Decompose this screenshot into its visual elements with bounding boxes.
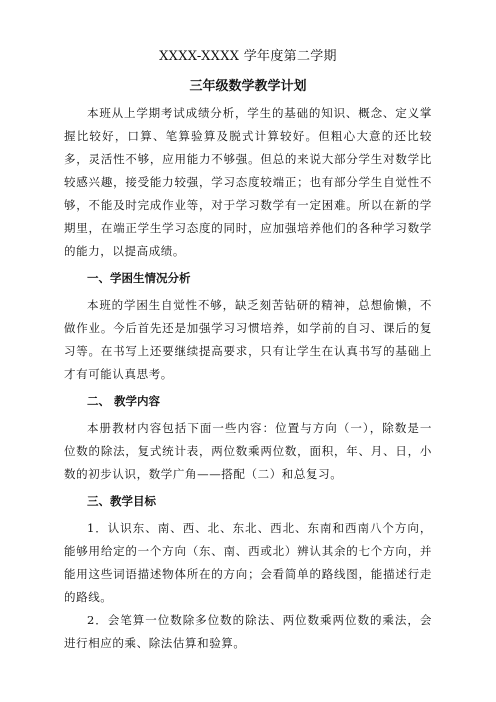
section-heading-3: 三、教学目标 — [87, 494, 156, 508]
objective-item-1: 1．认识东、南、西、北、东北、西北、东南和西南八个方向，能够用给定的一个方向（东、南、西或北）辨认其余的七个方向，并能用这些词语描述物体所在的方向；会看简单的路线图，能描述行走的路线。 — [64, 521, 432, 604]
document-subtitle: 三年级数学教学计划 — [189, 79, 307, 94]
section-heading-2: 二、 教学内容 — [87, 394, 161, 408]
section-body-2: 本册教材内容包括下面一些内容：位置与方向（一），除数是一位数的除法，复式统计表，两位数乘两位数，面积，年、月、日，小数的初步认识，数学广角——搭配（二）和总复习。 — [64, 421, 432, 481]
document-title: XXXX-XXXX 学年度第二学期 — [159, 49, 337, 64]
section-heading-1: 一、学困生情况分析 — [87, 271, 191, 285]
section-body-1: 本班的学困生自觉性不够，缺乏刻苦钻研的精神，总想偷懒，不做作业。今后首先还是加强学习习惯培养，如学前的自习、课后的复习等。在书写上还要继续提高要求，只有让学生在认真书写的基础上才有可能认真思考。 — [64, 298, 432, 381]
intro-paragraph: 本班从上学期考试成绩分析，学生的基础的知识、概念、定义掌握比较好，口算、笔算验算及脱式计算较好。但粗心大意的还比较多，灵活性不够，应用能力不够强。但总的来说大部分学生对数学比较感兴趣，接受能力较强，学习态度较端正；也有部分学生自觉性不够，不能及时完成作业等，对于学习数学有一定困难。所以在新的学期里，在端正学生学习态度的同时，应加强培养他们的各种学习数学的能力，以提高成绩。 — [64, 106, 432, 258]
objective-item-2: 2．会笔算一位数除多位数的除法、两位数乘两位数的乘法，会进行相应的乘、除法估算和验算。 — [64, 613, 432, 650]
